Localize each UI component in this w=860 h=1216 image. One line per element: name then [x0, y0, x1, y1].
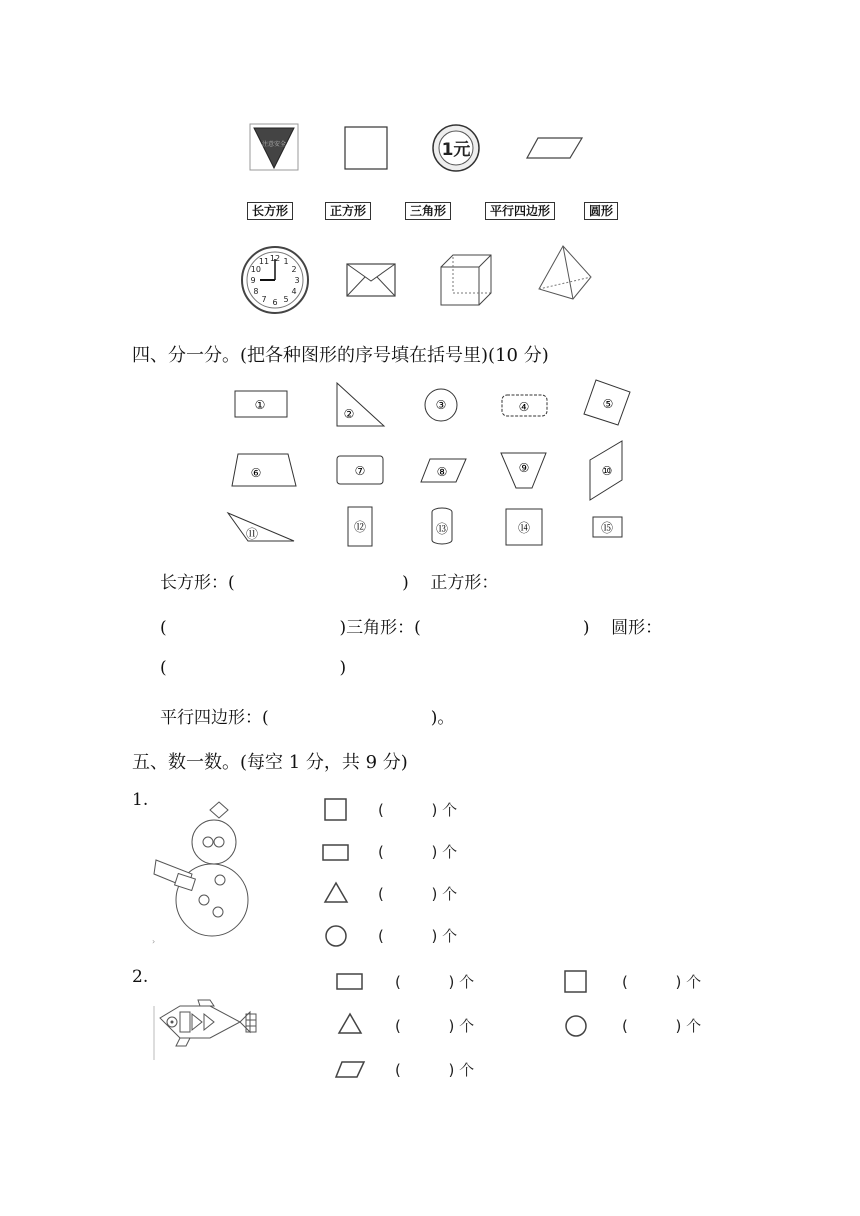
- q2-number: 2.: [132, 967, 149, 987]
- answer-line-3: ( ): [160, 658, 347, 678]
- clock-numeral: 11: [258, 256, 270, 266]
- q1-rectangle-icon: [322, 844, 350, 862]
- q1-blank-rectangle[interactable]: ( ) 个: [378, 843, 458, 861]
- q1-blank-triangle[interactable]: ( ) 个: [378, 885, 458, 903]
- svg-text:›: ›: [152, 937, 156, 946]
- q2-circle-icon: [564, 1014, 588, 1038]
- shape-5-square-rotated: [582, 378, 632, 428]
- clock-numeral: 8: [253, 287, 259, 296]
- svg-text:①: ①: [254, 398, 266, 412]
- q2-blank-triangle[interactable]: ( ) 个: [395, 1017, 475, 1035]
- clock-numeral: 2: [291, 265, 297, 274]
- q1-blank-circle[interactable]: ( ) 个: [378, 927, 458, 945]
- svg-text:⑩: ⑩: [601, 464, 613, 478]
- svg-text:⑬: ⑬: [435, 522, 449, 536]
- svg-text:⑧: ⑧: [436, 465, 448, 479]
- q2-parallelogram-icon: [335, 1061, 365, 1079]
- clock-numeral: 5: [283, 295, 289, 305]
- svg-text:⑨: ⑨: [518, 461, 530, 475]
- shape-7-rounded-rectangle: [336, 455, 386, 487]
- clock-numeral: 4: [291, 287, 297, 296]
- svg-text:注意安全: 注意安全: [261, 141, 287, 148]
- snowman-picture: [150, 800, 260, 950]
- fish-picture: [150, 996, 262, 1062]
- clock-numeral: 1: [283, 256, 289, 266]
- svg-text:②: ②: [343, 407, 355, 421]
- square-picture: [344, 126, 390, 172]
- svg-text:⑫: ⑫: [353, 520, 367, 534]
- shape-3-circle: [424, 388, 460, 424]
- label-triangle: 三角形: [405, 202, 451, 220]
- q2-triangle-icon: [338, 1013, 362, 1035]
- q2-blank-parallelogram[interactable]: ( ) 个: [395, 1061, 475, 1079]
- envelope-picture: [346, 263, 398, 299]
- q2-blank-circle[interactable]: ( ) 个: [622, 1017, 702, 1035]
- label-parallelogram: 平行四边形: [485, 202, 555, 220]
- svg-text:⑦: ⑦: [354, 464, 366, 478]
- shape-14-square: [505, 508, 545, 548]
- coin-picture: [432, 124, 482, 174]
- shape-13-cylinder: [430, 507, 456, 547]
- parallelogram-picture: [526, 136, 584, 160]
- label-square: 正方形: [325, 202, 371, 220]
- clock-numeral: 10: [250, 265, 261, 274]
- clock-numeral: 6: [272, 298, 278, 307]
- shape-10-slanted-parallelogram: [588, 440, 626, 502]
- svg-text:③: ③: [435, 398, 447, 412]
- shape-11-obtuse-triangle: [226, 511, 296, 543]
- q1-triangle-icon: [324, 882, 348, 904]
- q2-square-icon: [564, 970, 588, 994]
- q1-number: 1.: [132, 790, 149, 810]
- svg-text:⑪: ⑪: [245, 527, 259, 541]
- clock-numeral: 7: [261, 295, 267, 305]
- cube-picture: [438, 252, 494, 308]
- clock-numeral: 9: [250, 276, 256, 285]
- q1-circle-icon: [324, 924, 348, 948]
- triangle-flag-picture: [250, 124, 300, 174]
- svg-text:④: ④: [518, 400, 530, 414]
- shape-1-rectangle: [234, 390, 290, 420]
- shape-9-inverted-trapezoid: [500, 452, 548, 490]
- q2-blank-rectangle[interactable]: ( ) 个: [395, 973, 475, 991]
- q2-blank-square[interactable]: ( ) 个: [622, 973, 702, 991]
- q1-blank-square[interactable]: ( ) 个: [378, 801, 458, 819]
- answer-line-1: 长方形：( ) 正方形：: [160, 573, 499, 593]
- section5-title: 五、数一数。(每空 1 分，共 9 分): [132, 752, 408, 773]
- shape-12-tall-rectangle: [347, 506, 375, 548]
- shape-15-small-rectangle: [592, 516, 624, 540]
- pyramid-picture: [537, 245, 593, 301]
- svg-text:1元: 1元: [441, 140, 471, 160]
- svg-text:⑭: ⑭: [517, 521, 531, 535]
- q1-square-icon: [324, 798, 348, 822]
- svg-text:⑥: ⑥: [250, 466, 262, 480]
- section4-title: 四、分一分。(把各种图形的序号填在括号里)(10 分): [132, 345, 549, 366]
- clock-numeral: 12: [269, 254, 281, 263]
- svg-text:⑮: ⑮: [600, 521, 614, 535]
- shape-8-parallelogram: [420, 458, 468, 484]
- label-rectangle: 长方形: [247, 202, 293, 220]
- shape-4-wavy: [500, 393, 550, 419]
- shape-2-triangle: [335, 382, 387, 428]
- clock-picture: [240, 245, 312, 317]
- answer-line-2: ( )三角形：( ) 圆形：: [160, 618, 663, 638]
- shape-6-trapezoid: [230, 452, 298, 488]
- clock-numeral: 3: [294, 276, 300, 285]
- answer-line-4: 平行四边形：( )。: [160, 708, 455, 728]
- label-circle: 圆形: [584, 202, 618, 220]
- q2-rectangle-icon: [336, 973, 364, 991]
- svg-text:⑤: ⑤: [602, 397, 614, 411]
